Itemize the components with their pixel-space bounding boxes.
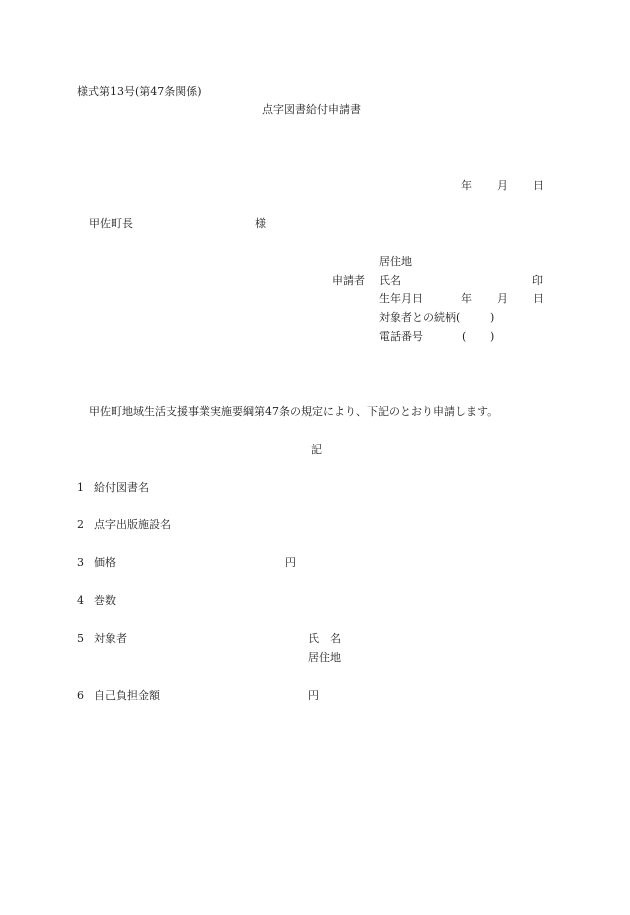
item-label-subject: 対象者 bbox=[94, 632, 127, 645]
applicant-birthdate-label: 生年月日 bbox=[379, 292, 423, 305]
item-label-volumes: 巻数 bbox=[94, 594, 116, 607]
form-title: 点字図書給付申請書 bbox=[262, 103, 361, 116]
price-unit: 円 bbox=[285, 556, 296, 569]
item-number: 3 bbox=[77, 556, 84, 569]
phone-open-paren: ( bbox=[462, 330, 467, 343]
birth-month-label: 月 bbox=[497, 292, 508, 305]
applicant-address-label: 居住地 bbox=[379, 255, 412, 268]
item-label-publisher: 点字出版施設名 bbox=[94, 518, 171, 531]
item-number: 2 bbox=[77, 518, 84, 531]
applicant-name-label: 氏名 bbox=[379, 274, 401, 287]
item-number: 1 bbox=[77, 481, 84, 494]
date-day-label: 日 bbox=[533, 179, 544, 192]
relationship-close-paren: ) bbox=[490, 311, 495, 324]
phone-label: 電話番号 bbox=[379, 330, 423, 343]
subject-name-label: 氏 名 bbox=[308, 632, 341, 645]
birth-day-label: 日 bbox=[533, 292, 544, 305]
item-number: 4 bbox=[77, 594, 84, 607]
note-heading: 記 bbox=[311, 443, 322, 456]
phone-close-paren: ) bbox=[490, 330, 495, 343]
item-label-price: 価格 bbox=[94, 556, 116, 569]
application-statement: 甲佐町地域生活支援事業実施要綱第47条の規定により、下記のとおり申請します。 bbox=[89, 405, 499, 418]
applicant-label: 申請者 bbox=[332, 274, 365, 287]
relationship-label: 対象者との続柄( bbox=[379, 311, 461, 324]
birth-year-label: 年 bbox=[461, 292, 472, 305]
copayment-unit: 円 bbox=[308, 689, 319, 702]
addressee-name: 甲佐町長 bbox=[89, 217, 133, 230]
item-number: 5 bbox=[77, 632, 84, 645]
item-number: 6 bbox=[77, 689, 84, 702]
item-label-copayment: 自己負担金額 bbox=[94, 689, 160, 702]
subject-address-label: 居住地 bbox=[308, 651, 341, 664]
date-month-label: 月 bbox=[497, 179, 508, 192]
item-label-book-title: 給付図書名 bbox=[94, 481, 149, 494]
addressee-honorific: 様 bbox=[255, 217, 266, 230]
form-number: 様式第13号(第47条関係) bbox=[77, 85, 202, 98]
date-year-label: 年 bbox=[461, 179, 472, 192]
seal-mark: 印 bbox=[532, 274, 543, 287]
